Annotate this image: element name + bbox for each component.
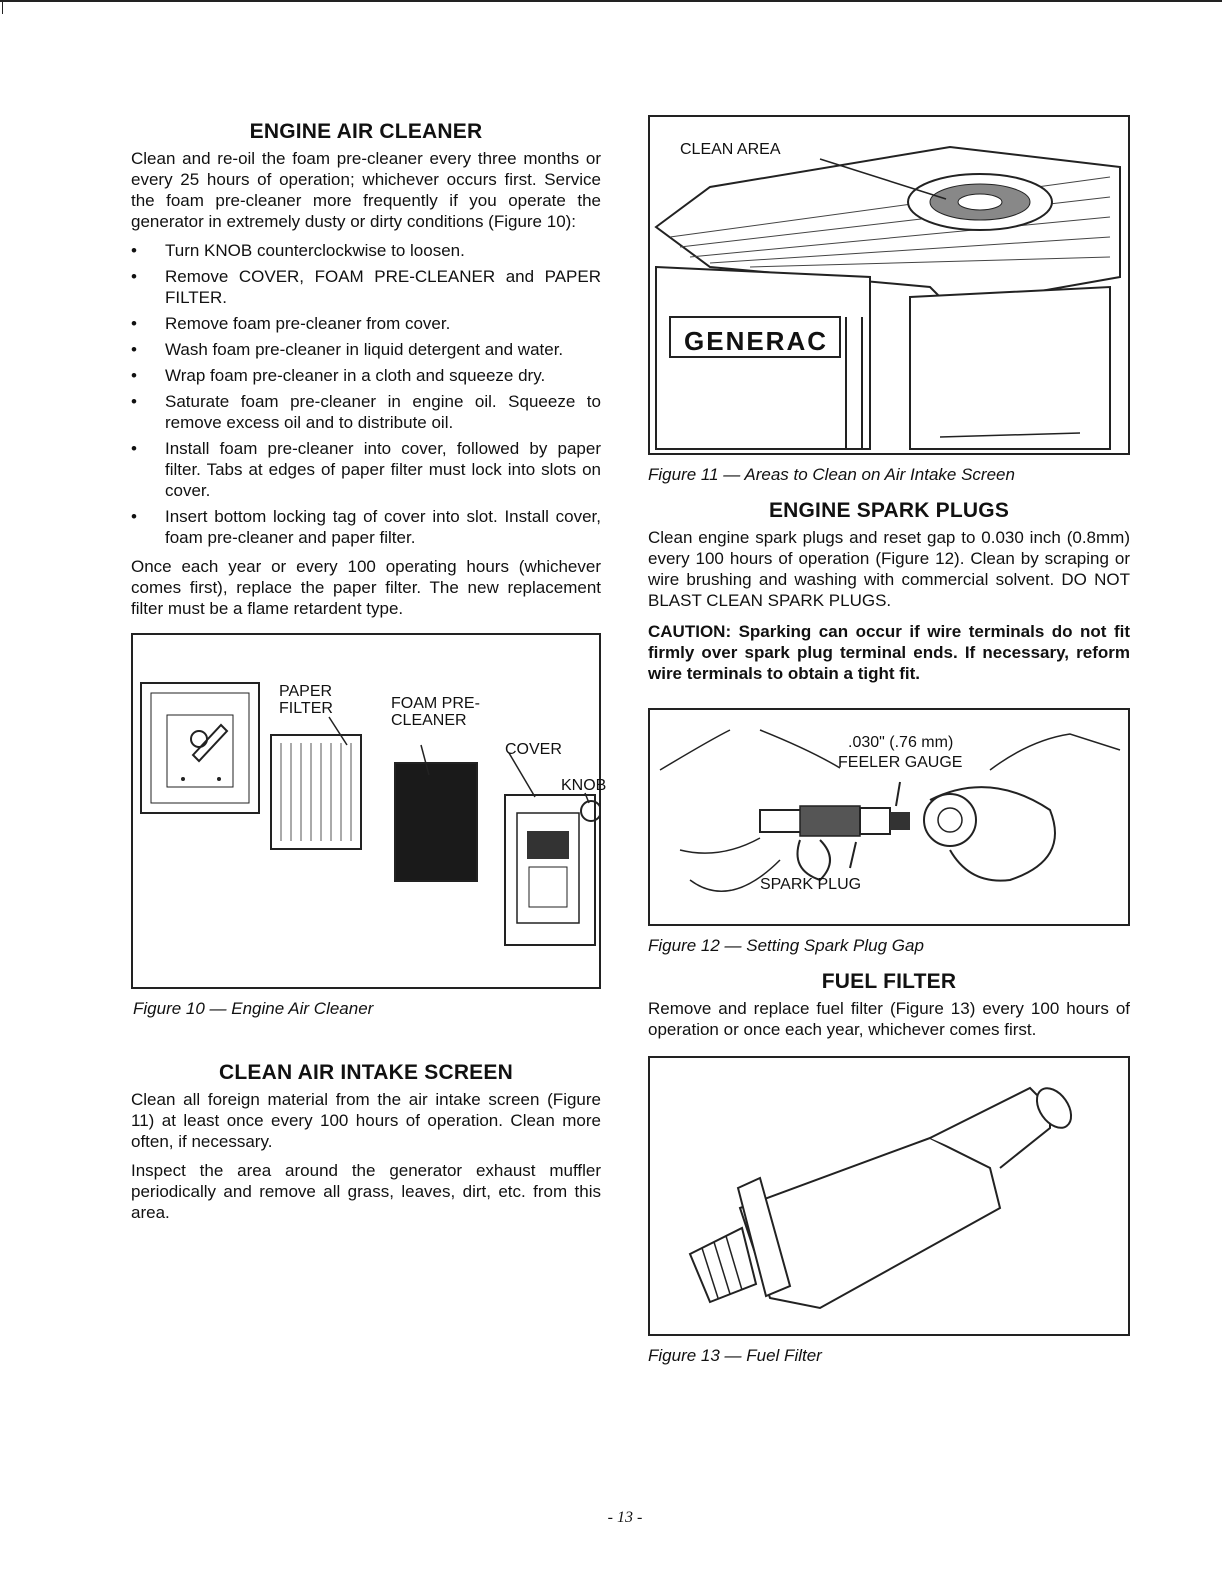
figure-13-box bbox=[648, 1056, 1130, 1336]
intake-screen-para-2: Inspect the area around the generator exhaust muffler periodically and remove all grass, leaves, dirt, etc. from this area. bbox=[131, 1161, 601, 1222]
list-item: • Wrap foam pre-cleaner in a cloth and squeeze dry. bbox=[131, 365, 601, 386]
list-item: • Remove foam pre-cleaner from cover. bbox=[131, 313, 601, 334]
engine-air-cleaner-heading: ENGINE AIR CLEANER bbox=[249, 120, 483, 143]
feeler-gauge-label: FEELER GAUGE bbox=[838, 754, 963, 771]
air-cleaner-outro: Once each year or every 100 operating hours (whichever comes first), replace the paper filter. The new replacement filter must be a flame retardent type. bbox=[131, 557, 601, 618]
spark-plugs-body: Clean engine spark plugs and reset gap to 0.030 inch (0.8mm) every 100 hours of operation (Figure 12). Clean by scraping or wire brushing and washing with commercial solvent. DO NOT BLAST CLEAN SPARK PLUGS. bbox=[648, 528, 1130, 610]
fuel-filter-icon bbox=[650, 1058, 1128, 1334]
generac-logo: GENERAC bbox=[684, 326, 829, 356]
foam-pre-cleaner-label: FOAM PRE- CLEANER bbox=[391, 695, 480, 729]
list-item: • Turn KNOB counterclockwise to loosen. bbox=[131, 240, 601, 261]
page-number: - 13 - bbox=[607, 1509, 643, 1526]
list-item: • Remove COVER, FOAM PRE-CLEANER and PAPER FILTER. bbox=[131, 266, 601, 308]
clean-air-intake-heading: CLEAN AIR INTAKE SCREEN bbox=[219, 1061, 513, 1084]
right-column bbox=[648, 115, 1130, 1366]
intake-screen-illustration bbox=[650, 117, 1128, 453]
air-cleaner-intro: Clean and re-oil the foam pre-cleaner every three months or every 25 hours of operation; whichever occurs first. Service the foam pre-cleaner more frequently if you operate the generator in extremely dusty or dirty conditions (Figure 10): bbox=[131, 149, 601, 231]
figure-11-caption: Figure 11 — Areas to Clean on Air Intake Screen bbox=[648, 465, 1015, 484]
air-cleaner-illustration bbox=[133, 635, 599, 987]
left-edge-mark bbox=[2, 0, 3, 14]
figure-11-box bbox=[648, 115, 1130, 455]
list-item: • Saturate foam pre-cleaner in engine oil. Squeeze to remove excess oil and to distribute oil. bbox=[131, 391, 601, 433]
clean-area-label: CLEAN AREA bbox=[680, 141, 781, 158]
list-item: • Wash foam pre-cleaner in liquid detergent and water. bbox=[131, 339, 601, 360]
engine-spark-plugs-heading: ENGINE SPARK PLUGS bbox=[768, 499, 1010, 522]
figure-10-box bbox=[131, 633, 607, 989]
figure-10-caption: Figure 10 — Engine Air Cleaner bbox=[133, 999, 374, 1018]
list-item: • Insert bottom locking tag of cover into slot. Install cover, foam pre-cleaner and paper filter. bbox=[131, 506, 601, 548]
air-cleaner-steps bbox=[131, 240, 601, 548]
intake-screen-para-1: Clean all foreign material from the air intake screen (Figure 11) at least once every 100 hours of operation. Clean more often, if necessary. bbox=[131, 1090, 601, 1151]
list-item: • Install foam pre-cleaner into cover, followed by paper filter. Tabs at edges of paper filter must lock into slots on cover. bbox=[131, 438, 601, 501]
cover-label: COVER bbox=[505, 741, 562, 758]
gauge-size-label: .030" (.76 mm) bbox=[848, 734, 954, 751]
knob-label: KNOB bbox=[561, 777, 607, 794]
top-border-line bbox=[0, 0, 1222, 2]
fuel-filter-body: Remove and replace fuel filter (Figure 13) every 100 hours of operation or once each year, whichever comes first. bbox=[648, 999, 1130, 1039]
left-column bbox=[131, 120, 607, 1231]
fuel-filter-heading: FUEL FILTER bbox=[821, 970, 957, 993]
spark-plugs-caution: CAUTION: Sparking can occur if wire terminals do not fit firmly over spark plug terminal ends. If necessary, reform wire terminals to obtain a tight fit. bbox=[648, 622, 1130, 683]
spark-plug-label: SPARK PLUG bbox=[760, 876, 862, 893]
figure-12-box bbox=[648, 708, 1130, 926]
paper-filter-label: PAPER FILTER bbox=[279, 683, 333, 717]
figure-13-caption: Figure 13 — Fuel Filter bbox=[648, 1346, 822, 1365]
figure-12-caption: Figure 12 — Setting Spark Plug Gap bbox=[648, 936, 924, 955]
